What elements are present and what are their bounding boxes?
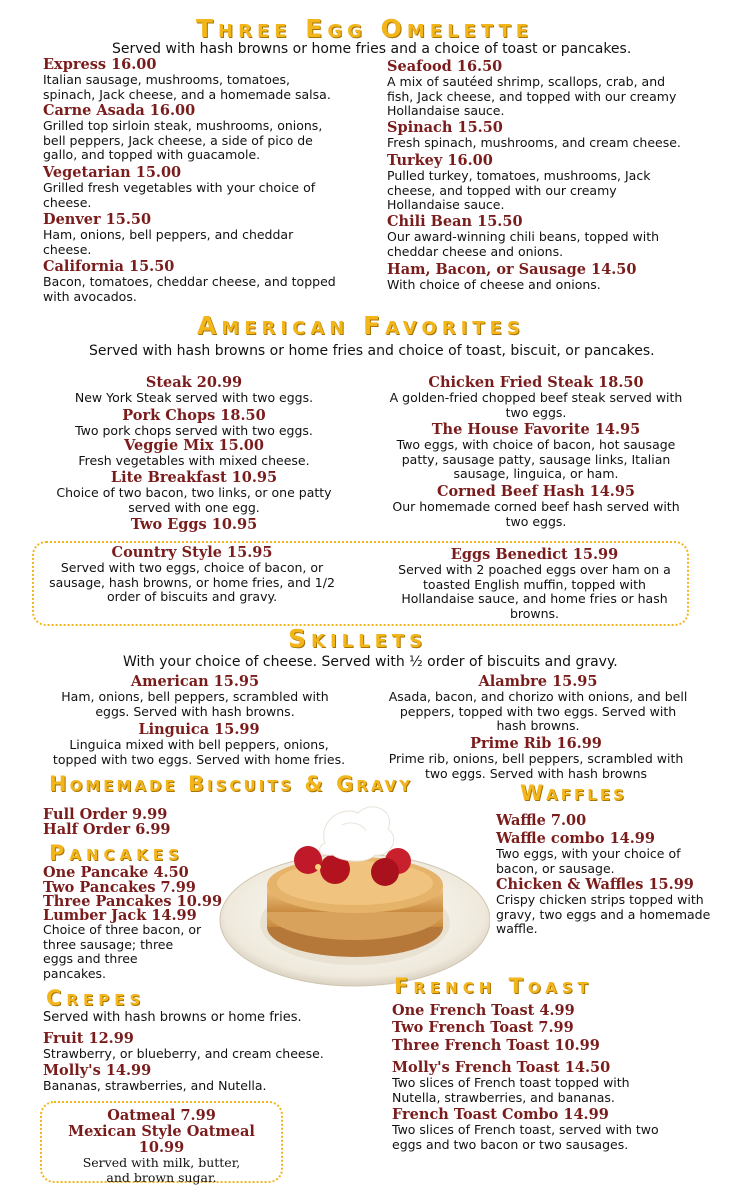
- menu-item: [392, 1107, 682, 1152]
- menu-item: [496, 813, 716, 829]
- menu-item: [384, 736, 688, 781]
- menu-item: [43, 57, 343, 102]
- item-name: Lite Breakfast 10.95: [110, 469, 278, 486]
- item-desc: A mix of sautéed shrimp, scallops, crab, and fish, Jack cheese, and topped with our creamy Hollandaise sauce.: [387, 74, 677, 118]
- menu-item: [388, 674, 688, 734]
- menu-item: [43, 103, 343, 163]
- menu-item: [387, 59, 687, 119]
- item-name: Steak 20.99: [145, 374, 243, 391]
- item-name: Ham, Bacon, or Sausage 14.50: [387, 261, 637, 278]
- menu-item: [392, 1038, 692, 1054]
- omelette-title: Three Egg Omelette: [196, 14, 534, 43]
- item-name: Vegetarian 15.00: [43, 164, 182, 181]
- item-name: Waffle combo 14.99: [496, 830, 655, 847]
- item-desc: Crispy chicken strips topped with gravy, two eggs and a homemade waffle.: [496, 892, 711, 936]
- item-desc: Choice of two bacon, two links, or one patty served with one egg.: [56, 485, 332, 515]
- pancakes-title: Pancakes: [49, 841, 184, 865]
- menu-item: [496, 831, 716, 876]
- item-desc: With choice of cheese and onions.: [387, 277, 601, 292]
- item-name: Mexican Style Oatmeal 10.99: [68, 1123, 255, 1156]
- menu-item: [384, 375, 688, 420]
- menu-item: [392, 1060, 662, 1105]
- item-name: The House Favorite 14.95: [431, 421, 641, 438]
- item-desc: Two pork chops served with two eggs.: [75, 423, 313, 438]
- biscuits-half: Half Order 6.99: [43, 821, 171, 838]
- item-desc: Fresh vegetables with mixed cheese.: [78, 453, 310, 468]
- item-name: Carne Asada 16.00: [43, 102, 196, 119]
- item-name: Prime Rib 16.99: [470, 735, 602, 752]
- item-desc: Ham, onions, bell peppers, scrambled with eggs. Served with hash browns.: [61, 689, 329, 719]
- menu-item: [46, 375, 342, 406]
- item-desc: Served with two eggs, choice of bacon, or sausage, hash browns, or home fries, and 1/2 order of biscuits and gravy.: [49, 560, 335, 604]
- skillets-title: Skillets: [288, 624, 428, 653]
- item-desc: Two eggs, with your choice of bacon, or sausage.: [496, 846, 681, 876]
- menu-item: [392, 547, 677, 621]
- item-name: One French Toast 4.99: [392, 1002, 575, 1019]
- menu-item: [384, 422, 688, 482]
- menu-item: [392, 1003, 692, 1019]
- item-name: Corned Beef Hash 14.95: [436, 483, 636, 500]
- menu-item: [387, 262, 687, 293]
- item-desc: Two slices of French toast, served with two eggs and two bacon or two sausages.: [392, 1122, 659, 1152]
- biscuits-full: Full Order 9.99: [43, 806, 168, 823]
- item-name: American 15.95: [130, 673, 260, 690]
- menu-item: [43, 1031, 343, 1062]
- item-name: Two French Toast 7.99: [392, 1019, 574, 1036]
- menu-item: [46, 438, 342, 469]
- menu-item: [392, 1020, 692, 1036]
- item-name: Linguica 15.99: [138, 721, 260, 738]
- item-desc: Bananas, strawberries, and Nutella.: [43, 1078, 267, 1093]
- item-desc: Two eggs, with choice of bacon, hot sausage patty, sausage patty, sausage links, Italian sausage, linguica, or ham.: [396, 437, 676, 481]
- item-desc: Served with 2 poached eggs over ham on a toasted English muffin, topped with Hollandaise sauce, and home fries or hash browns.: [398, 562, 671, 621]
- item-desc: Our homemade corned beef hash served with two eggs.: [392, 499, 680, 529]
- menu-item: [387, 214, 687, 259]
- american-title: American Favorites: [197, 311, 525, 340]
- french-toast-title: French Toast: [394, 974, 593, 998]
- menu-item: [496, 877, 716, 937]
- pancake-item: Lumber Jack 14.99: [43, 907, 197, 924]
- item-desc: Prime rib, onions, bell peppers, scrambled with two eggs. Served with hash browns: [388, 751, 684, 781]
- menu-item: [50, 674, 340, 719]
- item-name: Spinach 15.50: [387, 119, 503, 136]
- item-name: Two Eggs 10.95: [130, 516, 258, 533]
- pancake-item: Three Pancakes 10.99: [43, 893, 223, 910]
- item-name: Pork Chops 18.50: [122, 407, 266, 424]
- item-name: Three French Toast 10.99: [392, 1037, 600, 1054]
- item-desc: Asada, bacon, and chorizo with onions, and bell peppers, topped with two eggs. Served with hash browns.: [388, 689, 688, 733]
- waffles-title: Waffles: [520, 781, 627, 805]
- item-name: Express 16.00: [43, 56, 157, 73]
- menu-item: [43, 1063, 343, 1094]
- item-name: California 15.50: [43, 258, 175, 275]
- skillets-subtitle: With your choice of cheese. Served with ½ order of biscuits and gravy.: [123, 654, 618, 670]
- item-desc: Pulled turkey, tomatoes, mushrooms, Jack cheese, and topped with our creamy Hollandaise sauce.: [387, 168, 651, 212]
- menu-item: [387, 153, 687, 213]
- menu-item: [384, 484, 688, 529]
- menu-item: [43, 212, 343, 257]
- item-name: Eggs Benedict 15.99: [450, 546, 619, 563]
- menu-item: [387, 120, 687, 151]
- biscuits-title: Homemade Biscuits & Gravy: [49, 772, 414, 796]
- item-desc: Linguica mixed with bell peppers, onions, topped with two eggs. Served with home fries.: [52, 737, 346, 767]
- item-desc: Our award-winning chili beans, topped with cheddar cheese and onions.: [387, 229, 660, 259]
- item-desc: New York Steak served with two eggs.: [74, 390, 314, 405]
- menu-item: [46, 545, 338, 605]
- pancakes-desc: Choice of three bacon, or three sausage; three eggs and three pancakes.: [43, 922, 202, 981]
- item-name: Country Style 15.95: [111, 544, 273, 561]
- item-name: Alambre 15.95: [478, 673, 598, 690]
- item-name: Molly's 14.99: [43, 1062, 152, 1079]
- menu-item: [43, 165, 343, 210]
- item-desc: Served with milk, butter, and brown sugar.: [82, 1155, 241, 1185]
- pancake-item: Two Pancakes 7.99: [43, 879, 196, 896]
- item-name: Waffle 7.00: [496, 812, 587, 829]
- american-subtitle: Served with hash browns or home fries and choice of toast, biscuit, or pancakes.: [89, 343, 655, 359]
- menu-item: [46, 408, 342, 439]
- item-desc: Fresh spinach, mushrooms, and cream cheese.: [387, 135, 681, 150]
- item-name: Oatmeal 7.99: [107, 1107, 216, 1124]
- oatmeal-item: [44, 1108, 279, 1185]
- item-name: Fruit 12.99: [43, 1030, 134, 1047]
- item-desc: Grilled top sirloin steak, mushrooms, onions, bell peppers, Jack cheese, a side of pico de gallo, and topped with guacamole.: [43, 118, 323, 162]
- item-name: Chicken Fried Steak 18.50: [428, 374, 644, 391]
- item-name: Veggie Mix 15.00: [124, 437, 264, 454]
- item-name: Molly's French Toast 14.50: [392, 1059, 611, 1076]
- item-desc: Ham, onions, bell peppers, and cheddar cheese.: [43, 227, 294, 257]
- item-name: Chicken & Waffles 15.99: [496, 876, 694, 893]
- item-name: Denver 15.50: [43, 211, 152, 228]
- menu-item: [46, 517, 342, 533]
- item-name: French Toast Combo 14.99: [392, 1106, 609, 1123]
- item-name: Turkey 16.00: [387, 152, 493, 169]
- item-name: Chili Bean 15.50: [387, 213, 523, 230]
- item-name: Seafood 16.50: [387, 58, 503, 75]
- item-desc: Bacon, tomatoes, cheddar cheese, and topped with avocados.: [43, 274, 336, 304]
- menu-item: [43, 259, 343, 304]
- crepes-subtitle: Served with hash browns or home fries.: [43, 1010, 302, 1025]
- menu-item: [46, 470, 342, 515]
- pancake-item: One Pancake 4.50: [43, 864, 189, 881]
- item-desc: Grilled fresh vegetables with your choice of cheese.: [43, 180, 316, 210]
- item-desc: Two slices of French toast topped with Nutella, strawberries, and bananas.: [392, 1075, 630, 1105]
- item-desc: Italian sausage, mushrooms, tomatoes, spinach, Jack cheese, and a homemade salsa.: [43, 72, 331, 102]
- pancakes-photo: [200, 795, 490, 995]
- crepes-title: Crepes: [46, 986, 146, 1010]
- item-desc: A golden-fried chopped beef steak served with two eggs.: [389, 390, 683, 420]
- item-desc: Strawberry, or blueberry, and cream cheese.: [43, 1046, 324, 1061]
- menu-item: [50, 722, 348, 767]
- omelette-subtitle: Served with hash browns or home fries and a choice of toast or pancakes.: [112, 41, 632, 57]
